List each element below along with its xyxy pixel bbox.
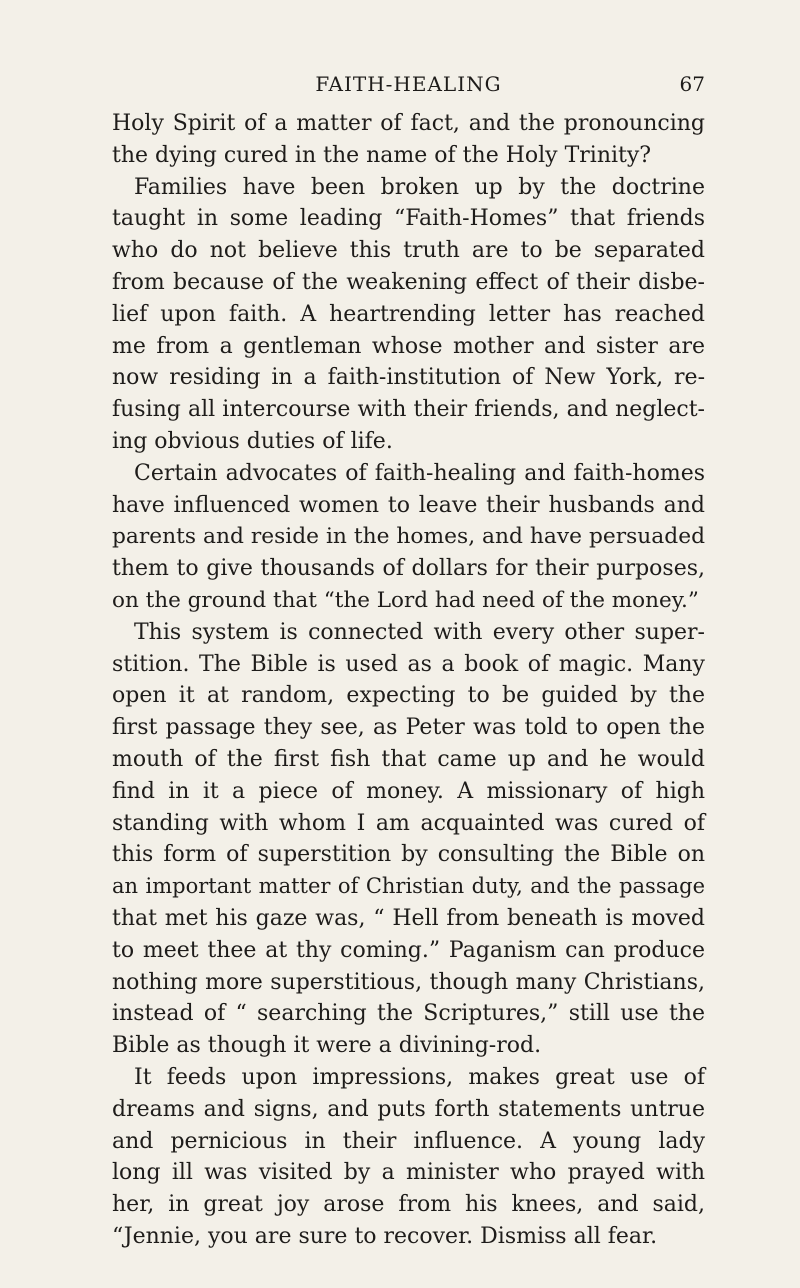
text-line: me from a gentleman whose mother and sister are [112, 333, 705, 359]
text-line: open it at random, expecting to be guided by the [112, 683, 705, 709]
text-line: on the ground that “the Lord had need of the money.” [112, 587, 699, 613]
text-line: Holy Spirit of a matter of fact, and the pronouncing [112, 111, 705, 136]
text-line: an important matter of Christian duty, and the passage [112, 874, 705, 899]
text-line: find in it a piece of money. A missionary of high [112, 778, 705, 804]
text-line: now residing in a faith-institution of New York, re- [112, 365, 705, 391]
text-line: This system is connected with every other super- [134, 619, 705, 645]
text-line: to meet thee at thy coming.” Paganism can produce [112, 937, 705, 963]
text-line: parents and reside in the homes, and have persuaded [112, 524, 705, 550]
text-line: the dying cured in the name of the Holy Trinity? [112, 142, 652, 168]
text-line: fusing all intercourse with their friends, and neglect- [112, 397, 705, 423]
text-line: Bible as though it were a divining-rod. [112, 1033, 542, 1059]
text-line: mouth of the first fish that came up and he would [112, 746, 705, 772]
text-line: nothing more superstitious, though many Christians, [112, 969, 705, 995]
text-line: have influenced women to leave their husbands and [112, 492, 705, 518]
running-title: FAITH-HEALING [315, 72, 502, 96]
text-line: “Jennie, you are sure to recover. Dismiss all fear. [112, 1223, 658, 1249]
text-line: her, in great joy arose from his knees, and said, [112, 1192, 705, 1218]
text-line: instead of “ searching the Scriptures,” still use the [112, 1001, 705, 1027]
text-line: and pernicious in their influence. A young lady [112, 1128, 705, 1154]
text-line: Certain advocates of faith-healing and faith-homes [134, 460, 705, 486]
text-line: from because of the weakening effect of their disbe- [112, 269, 705, 295]
text-line: first passage they see, as Peter was told to open the [112, 715, 705, 741]
text-line: dreams and signs, and puts forth statements untrue [112, 1096, 705, 1122]
text-line: long ill was visited by a minister who prayed with [112, 1160, 705, 1186]
text-line: ing obvious duties of life. [112, 428, 393, 454]
text-line: Families have been broken up by the doctrine [134, 174, 705, 200]
body-text [112, 108, 705, 1253]
text-line: that met his gaze was, “ Hell from beneath is moved [112, 905, 705, 931]
text-line: who do not believe this truth are to be separated [112, 238, 705, 264]
text-line: stition. The Bible is used as a book of magic. Many [112, 651, 705, 677]
text-line: them to give thousands of dollars for their purposes, [112, 556, 705, 582]
text-line: taught in some leading “Faith-Homes” that friends [112, 206, 705, 232]
text-line: It feeds upon impressions, makes great use of [134, 1064, 705, 1090]
page-number: 67 [679, 72, 705, 96]
running-head [112, 72, 705, 106]
text-line: lief upon faith. A heartrending letter has reached [112, 301, 705, 327]
text-line: this form of superstition by consulting the Bible on [112, 842, 705, 868]
text-line: standing with whom I am acquainted was cured of [112, 810, 705, 836]
